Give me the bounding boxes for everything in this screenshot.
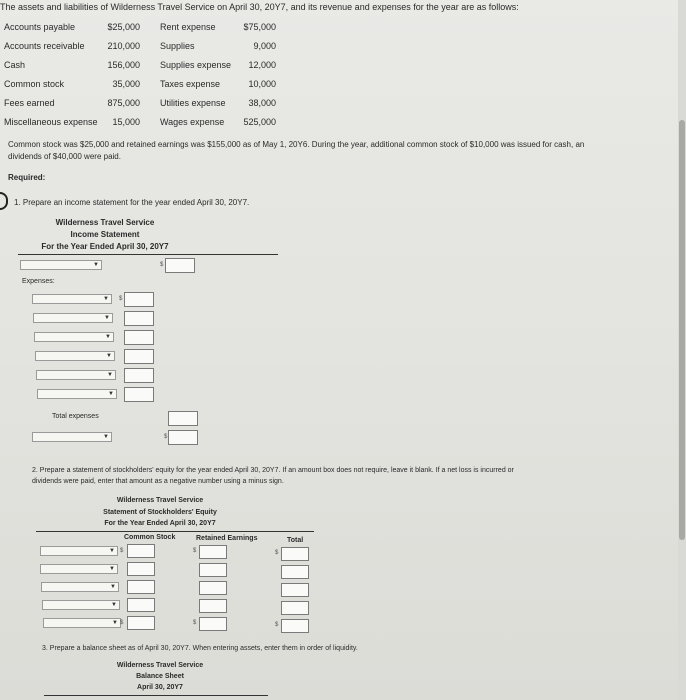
col-common-stock: Common Stock [124, 534, 176, 541]
retained-earnings-input[interactable] [199, 563, 227, 577]
retained-earnings-input[interactable] [199, 581, 227, 595]
account-label: Supplies expense [160, 60, 232, 70]
net-income-input[interactable] [168, 430, 198, 445]
account-value: 38,000 [248, 98, 276, 108]
total-input[interactable] [281, 547, 309, 561]
expense-amount-input[interactable] [124, 292, 154, 307]
q2-company: Wilderness Travel Service [116, 497, 204, 504]
retained-earnings-input[interactable] [199, 599, 227, 613]
expense-amount-input[interactable] [124, 311, 154, 326]
intro-text: The assets and liabilities of Wilderness Travel Service on April 30, 20Y7, and its revenue and expenses for the year are as follows: [0, 2, 519, 12]
divider [44, 695, 268, 696]
total-input[interactable] [281, 619, 309, 633]
common-stock-input[interactable] [127, 580, 155, 594]
total-input[interactable] [281, 583, 309, 597]
q2-period: For the Year Ended April 30, 20Y7 [104, 520, 216, 527]
expense-select[interactable] [34, 332, 114, 342]
expense-select[interactable] [36, 370, 116, 380]
account-value: $75,000 [243, 22, 276, 32]
total-input[interactable] [281, 565, 309, 579]
account-label: Supplies [160, 41, 195, 51]
total-input[interactable] [281, 601, 309, 615]
net-income-select[interactable] [32, 432, 112, 442]
chevron-down-icon: ▼ [111, 602, 117, 608]
required-label: Required: [8, 173, 46, 182]
account-value: $25,000 [107, 22, 140, 32]
expense-select[interactable] [37, 389, 117, 399]
q1-title: Income Statement [70, 230, 140, 239]
chevron-down-icon: ▼ [110, 584, 116, 590]
account-value: 156,000 [107, 60, 140, 70]
account-label: Rent expense [160, 22, 216, 32]
common-stock-input[interactable] [127, 598, 155, 612]
common-stock-input[interactable] [127, 544, 155, 558]
dollar-sign: $ [275, 622, 279, 628]
account-label: Utilities expense [160, 98, 226, 108]
expense-amount-input[interactable] [124, 330, 154, 345]
q3-company: Wilderness Travel Service [116, 662, 204, 669]
equity-row-select[interactable] [40, 564, 118, 574]
expense-amount-input[interactable] [124, 387, 154, 402]
chevron-down-icon: ▼ [112, 620, 118, 626]
expenses-label: Expenses: [22, 278, 55, 285]
divider [18, 254, 278, 255]
total-expenses-input[interactable] [168, 411, 198, 426]
question-marker [0, 192, 8, 210]
scrollbar-thumb[interactable] [679, 120, 685, 540]
common-stock-input[interactable] [127, 616, 155, 630]
chevron-down-icon: ▼ [104, 315, 110, 321]
chevron-down-icon: ▼ [105, 334, 111, 340]
account-label: Fees earned [4, 98, 55, 108]
account-label: Common stock [4, 79, 65, 89]
total-expenses-label: Total expenses [52, 413, 99, 420]
account-label: Accounts receivable [4, 41, 85, 51]
account-label: Accounts payable [4, 22, 76, 32]
expense-select[interactable] [32, 294, 112, 304]
revenue-select[interactable] [20, 260, 102, 270]
scrollbar[interactable] [678, 0, 686, 700]
account-value: 875,000 [107, 98, 140, 108]
equity-row-select[interactable] [41, 582, 119, 592]
chevron-down-icon: ▼ [106, 353, 112, 359]
account-value: 210,000 [107, 41, 140, 51]
equity-row-select[interactable] [42, 600, 120, 610]
chevron-down-icon: ▼ [103, 434, 109, 440]
divider [36, 531, 314, 532]
q1-period: For the Year Ended April 30, 20Y7 [41, 242, 169, 251]
dollar-sign: $ [164, 434, 168, 440]
paragraph-line: Common stock was $25,000 and retained earnings was $155,000 as of May 1, 20Y6. During the year, additional common stock of $10,000 was issued for cash, an [8, 140, 585, 149]
q2-title: Statement of Stockholders' Equity [103, 509, 217, 516]
expense-select[interactable] [35, 351, 115, 361]
col-retained-earnings: Retained Earnings [196, 535, 258, 542]
equity-row-select[interactable] [43, 618, 124, 628]
account-value: 9,000 [253, 41, 276, 51]
chevron-down-icon: ▼ [93, 262, 99, 268]
dollar-sign: $ [193, 620, 197, 626]
revenue-amount-input[interactable] [165, 258, 195, 273]
account-value: 10,000 [248, 79, 276, 89]
account-value: 15,000 [112, 117, 140, 127]
q3-title: Balance Sheet [136, 673, 184, 680]
dollar-sign: $ [193, 548, 197, 554]
common-stock-input[interactable] [127, 562, 155, 576]
dollar-sign: $ [119, 296, 123, 302]
account-label: Cash [4, 60, 26, 70]
retained-earnings-input[interactable] [199, 545, 227, 559]
account-value: 525,000 [243, 117, 276, 127]
account-label: Wages expense [160, 117, 225, 127]
account-label: Miscellaneous expense [4, 117, 98, 127]
account-value: 12,000 [248, 60, 276, 70]
equity-row-select[interactable] [40, 546, 118, 556]
q3-period: April 30, 20Y7 [137, 684, 183, 691]
expense-amount-input[interactable] [124, 349, 154, 364]
dollar-sign: $ [160, 262, 164, 268]
account-value: 35,000 [112, 79, 140, 89]
chevron-down-icon: ▼ [107, 372, 113, 378]
q3-prompt: 3. Prepare a balance sheet as of April 30, 20Y7. When entering assets, enter them in order of liquidity. [42, 645, 358, 652]
q1-company: Wilderness Travel Service [55, 218, 155, 227]
dollar-sign: $ [120, 548, 124, 554]
chevron-down-icon: ▼ [109, 566, 115, 572]
retained-earnings-input[interactable] [199, 617, 227, 631]
dollar-sign: $ [275, 550, 279, 556]
chevron-down-icon: ▼ [109, 548, 115, 554]
q2-prompt-line: dividends were paid, enter that amount as a negative number using a minus sign. [32, 478, 284, 485]
chevron-down-icon: ▼ [103, 296, 109, 302]
expense-amount-input[interactable] [124, 368, 154, 383]
chevron-down-icon: ▼ [108, 391, 114, 397]
paragraph-line: dividends of $40,000 were paid. [8, 152, 121, 161]
account-label: Taxes expense [160, 79, 221, 89]
q1-prompt: 1. Prepare an income statement for the year ended April 30, 20Y7. [14, 198, 250, 207]
dollar-sign: $ [120, 620, 124, 626]
col-total: Total [287, 537, 304, 544]
expense-select[interactable] [33, 313, 113, 323]
q2-prompt-line: 2. Prepare a statement of stockholders' equity for the year ended April 30, 20Y7. If an amount box does not require, leave it blank. If a net loss is incurred or [32, 467, 514, 474]
